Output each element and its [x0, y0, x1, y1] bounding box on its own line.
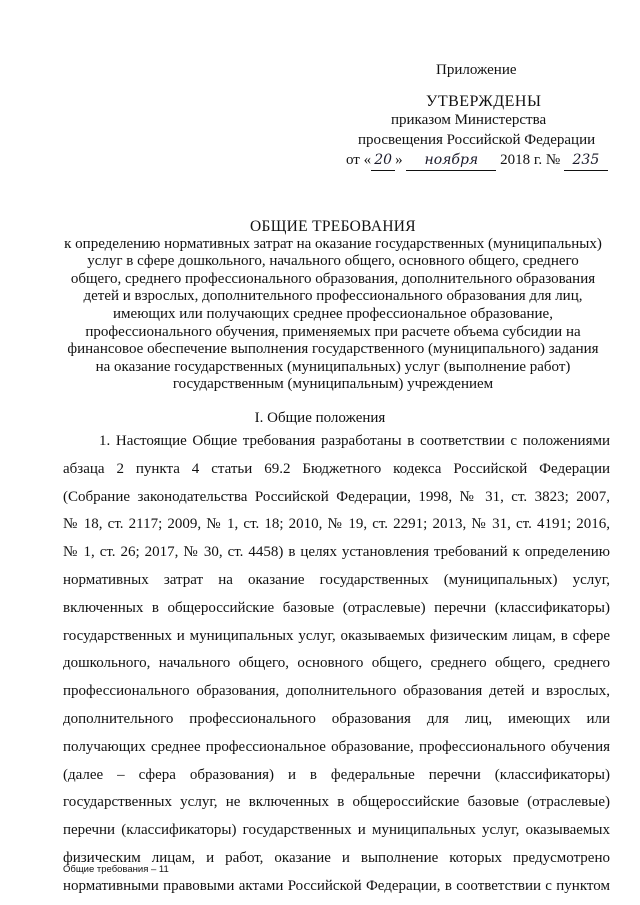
page-footer: Общие требования – 11 — [63, 864, 169, 875]
date-close: » — [395, 152, 403, 168]
title-line: к определению нормативных затрат на оказание государственных (муниципальных) — [64, 235, 602, 252]
title-line: общего, среднего профессионального образования, дополнительного образования — [70, 270, 596, 287]
body-line: физическим лицам, и работ, оказание и выполнение которых предусмотрено — [63, 849, 610, 866]
handwritten-order-number: 235 — [564, 150, 608, 171]
body-line: нормативными правовыми актами Российской Федерации, в соответствии с пунктом — [63, 877, 610, 894]
date-year: 2018 г. № — [500, 152, 561, 168]
body-line: перечни (классификаторы) государственных и муниципальных услуг, оказываемых — [63, 822, 610, 839]
order-date-line — [346, 150, 608, 171]
handwritten-month: ноября — [406, 150, 496, 171]
body-line: нормативных затрат на оказание государственных (муниципальных) услуг, — [63, 571, 610, 588]
approved-heading: УТВЕРЖДЕНЫ — [426, 93, 542, 110]
order-line-2: просвещения Российской Федерации — [358, 132, 596, 148]
appendix-label: Приложение — [436, 62, 517, 78]
body-line: получающих среднее профессиональное образование, профессионального обучения — [63, 738, 610, 755]
body-line: (Собрание законодательства Российской Федерации, 1998, № 31, ст. 3823; 2007, — [63, 488, 610, 505]
body-paragraph — [63, 428, 610, 901]
date-prefix: от « — [346, 152, 372, 168]
title-heading: ОБЩИЕ ТРЕБОВАНИЯ — [250, 218, 416, 235]
body-line: дополнительного профессионального образования для лиц, имеющих или — [63, 710, 610, 727]
title-line: финансовое обеспечение выполнения государственного (муниципального) задания — [67, 341, 599, 358]
body-line: государственных и муниципальных услуг, оказываемых физическим лицам, в сфере — [63, 627, 610, 644]
body-line: № 1, ст. 26; 2017, № 30, ст. 4458) в целях установления требований к определению — [63, 544, 610, 561]
order-line-1: приказом Министерства — [391, 112, 547, 128]
section-heading: I. Общие положения — [254, 410, 386, 426]
body-line: включенных в общероссийские базовые (отраслевые) перечни (классификаторы) — [63, 599, 610, 616]
body-line: № 18, ст. 2117; 2009, № 1, ст. 18; 2010, № 19, ст. 2291; 2013, № 31, ст. 4191; 2016, — [63, 516, 610, 533]
document-title — [58, 218, 608, 394]
body-line: абзаца 2 пункта 4 статьи 69.2 Бюджетного кодекса Российской Федерации — [63, 460, 610, 477]
body-line: профессионального образования, дополнительного образования детей и взрослых, — [63, 683, 610, 700]
handwritten-day: 20 — [371, 150, 395, 171]
body-line: (далее – сфера образования) и в федеральные перечни (классификаторы) — [63, 766, 610, 783]
title-line: на оказание государственных (муниципальных) услуг (выполнение работ) — [95, 358, 571, 375]
body-line: государственных услуг, не включенных в общероссийские базовые (отраслевые) — [63, 794, 610, 811]
title-line: услуг в сфере дошкольного, начального общего, основного общего, среднего — [87, 253, 579, 270]
title-line: профессионального обучения, применяемых при расчете объема субсидии на — [85, 323, 581, 340]
title-line: детей и взрослых, дополнительного профессионального образования для лиц, — [83, 288, 583, 305]
title-line: имеющих или получающих среднее профессиональное образование, — [113, 305, 553, 322]
body-line: дошкольного, начального общего, основного общего, среднего общего, среднего — [63, 655, 610, 672]
body-line: 1. Настоящие Общие требования разработаны в соответствии с положениями — [99, 433, 610, 449]
title-line: государственным (муниципальным) учреждением — [172, 376, 494, 393]
